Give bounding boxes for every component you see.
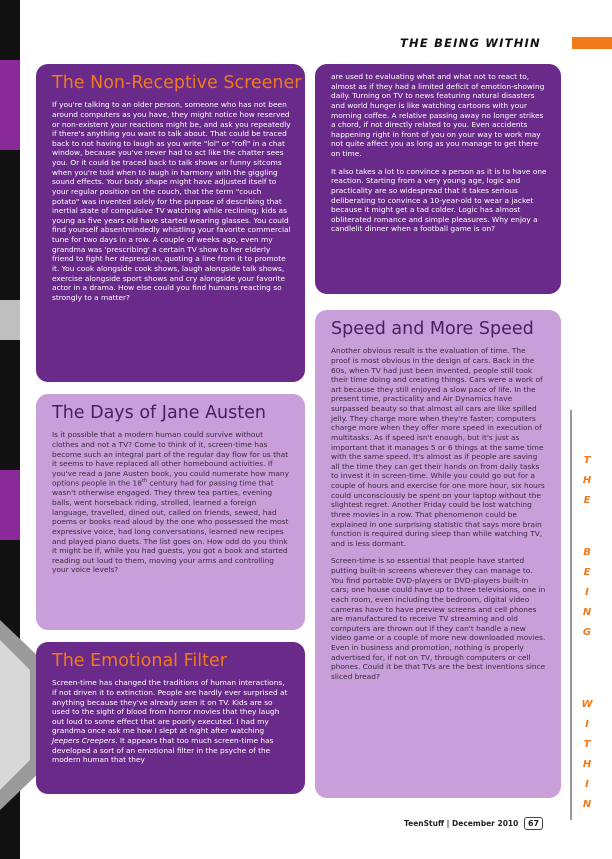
side-letter: T [583, 739, 591, 750]
footer-separator: | [446, 819, 450, 828]
side-letter: I [585, 719, 589, 730]
side-letter: N [582, 799, 592, 810]
section-emotional-filter [36, 642, 305, 794]
side-letter: I [585, 587, 589, 598]
section-days-of-jane-austen [36, 394, 305, 630]
side-letter: E [583, 495, 591, 506]
continued-paragraph-1: are used to evaluating what and what not to react to, almost as if they had a limited deficit of emotion-showing daily. Turning on TV to news featuring natural disasters and world hunger is like watching cartoons with your morning coffee. A relative passing away no longer strikes a chord, if not directly related to you. Even accidents happening right in front of you on your way to work may not quite affect you as long as you manage to get there on time. [331, 72, 545, 158]
speed-paragraph-2: Screen-time is so essential that people have started putting built-in screens wherever they can manage to. You find portable DVD-players or DVD-players built-in cars; one house could have up to three televisions, one in each room, even including the bedroom, digital video cameras have to have preview screens and cell phones are manufactured to receive TV streaming and old computers are thrown out if they can't handle a new video game or a couple of more new downloaded movies. Even in business and promotion, nothing is properly advertised for, if not on TV, through computers or cell phones. Could it be that TVs are the best inventions since sliced bread? [331, 556, 546, 681]
spine-gray-stripe [0, 300, 20, 340]
spine-purple-stripe [0, 60, 20, 150]
section-title: The Days of Jane Austen [52, 403, 266, 423]
side-letter: E [583, 567, 591, 578]
spine-purple-stripe [0, 470, 20, 540]
side-letter: B [583, 547, 591, 558]
section-title: Speed and More Speed [331, 319, 534, 339]
section-continued [315, 64, 561, 294]
section-body: Is it possible that a modern human could survive without clothes and not a TV? Come to think of it, screen-time has become such an integral part of the regular day flow for us that it seems to have replaced all other homebound activities. If you've read a Jane Austen book, you could numerate how many options people in the 18th century had for passing time that wasn't otherwise engaged. They threw tea parties, evening balls, went horseback riding, strolled, learned a foreign language, travelled, dined out, called on friends, sewed, had poems or books read aloud by the one who possessed the most expressive voice, had long conversations, learned new recipes and played piano duets. The list goes on. How odd do you think it might be if, while you had guests, you got a book and started reading out loud to them, moving your arms and controlling your voice levels? [52, 430, 289, 575]
side-letter: W [581, 699, 593, 710]
speed-paragraph-1: Another obvious result is the evaluation of time. The proof is most obvious in the design of cars. Back in the 60s, when TV had just been invented, people still took their time doing and creating things. Cars were a work of art because they still enjoyed a slow pace of life. In the present time, practicality and Air Dynamics have surpassed beauty so that almost all cars are like spilled jelly. They charge more when they're faster; computers charge more when they offer more speed in execution of multitasks. As if speed isn't enough, but it's just as important that it manages 5 or 6 things at the same time with the same speed. It's almost as if people are saving all the time they can get their hands on from daily tasks to invest it in screen-time. While you could go out for a couple of hours and exercise for one more hour, six hours could unconsciously be spent on your laptop without the slightest regret. Another Friday could be lost watching three movies in a row. That phenomenon could be explained in one surprising statistic that says more brain function is required during sleep than while watching TV, and is less dormant. [331, 346, 545, 548]
side-letter: H [582, 475, 592, 486]
side-letter: G [582, 627, 592, 638]
section-title: The Non-Receptive Screener [52, 73, 302, 93]
magazine-name: TeenStuff [404, 819, 445, 828]
section-title: The Emotional Filter [52, 651, 227, 671]
section-non-receptive-screener [36, 64, 305, 382]
side-letter: T [583, 455, 591, 466]
running-header: THE BEING WITHIN [400, 36, 541, 50]
section-body: If you're talking to an older person, someone who has not been around computers as you have, they might notice how reserved or non-existent your reactions might be, and ask you repeatedly if there's anything you want to talk about. That could be traced back to not having to laugh as you write "lol" or "rofl" in a chat window, because you've never had to act like the chatter sees you. Or it could be traced back to talk shows or funny sitcoms when you're told when to laugh in harmony with the giggling sound effects. Your body shape might have adjusted itself to your regular position on the couch, that the term "couch potato" was invented solely for the purpose of describing that inertial state of compulsive TV watching while reclining; kids as young as five years old have started wearing glasses. You could find yourself absentmindedly whistling your favorite commercial tune for two days in a row. A couple of weeks ago, even my grandma was 'prescribing' a certain TV show to her elderly friend to fight her depression, quoting a line from it to promote it. You cook alongside cook shows, laugh alongside talk shows, exercise alongside sport shows and cry alongside your favorite actor in a drama. How else could you find humans reacting so strongly to a matter? [52, 100, 291, 302]
continued-paragraph-2: It also takes a lot to convince a person as it is to have one reaction. Starting from a very young age, logic and practicality are so widespread that it takes serious deliberating to convince a 10-year-old to wear a jacket because it might get a tad colder. Logic has almost obliterated romance and simple pleasures. Why enjoy a candlelit dinner when a football game is on? [331, 166, 547, 234]
header-accent-bar [572, 37, 612, 49]
page-footer [404, 817, 543, 830]
side-divider [570, 410, 572, 820]
side-letter: I [585, 779, 589, 790]
side-letter: N [582, 607, 592, 618]
page-number: 67 [524, 817, 543, 830]
section-speed-and-more-speed [315, 310, 561, 798]
side-letter: H [582, 759, 592, 770]
issue-date: December 2010 [452, 819, 519, 828]
section-body: Screen-time has changed the traditions of human interactions, if not driven it to extinction. People are hardly ever surprised at anything because they've already seen it on TV. Kids are so used to the sight of blood from horror movies that they laugh out loud to some effect that are poorly executed. I had my grandma once ask me how I slept at night after watching Jeepers Creepers. It appears that too much screen-time has developed a sort of an emotional filter in the psyche of the modern human that they [52, 678, 288, 765]
